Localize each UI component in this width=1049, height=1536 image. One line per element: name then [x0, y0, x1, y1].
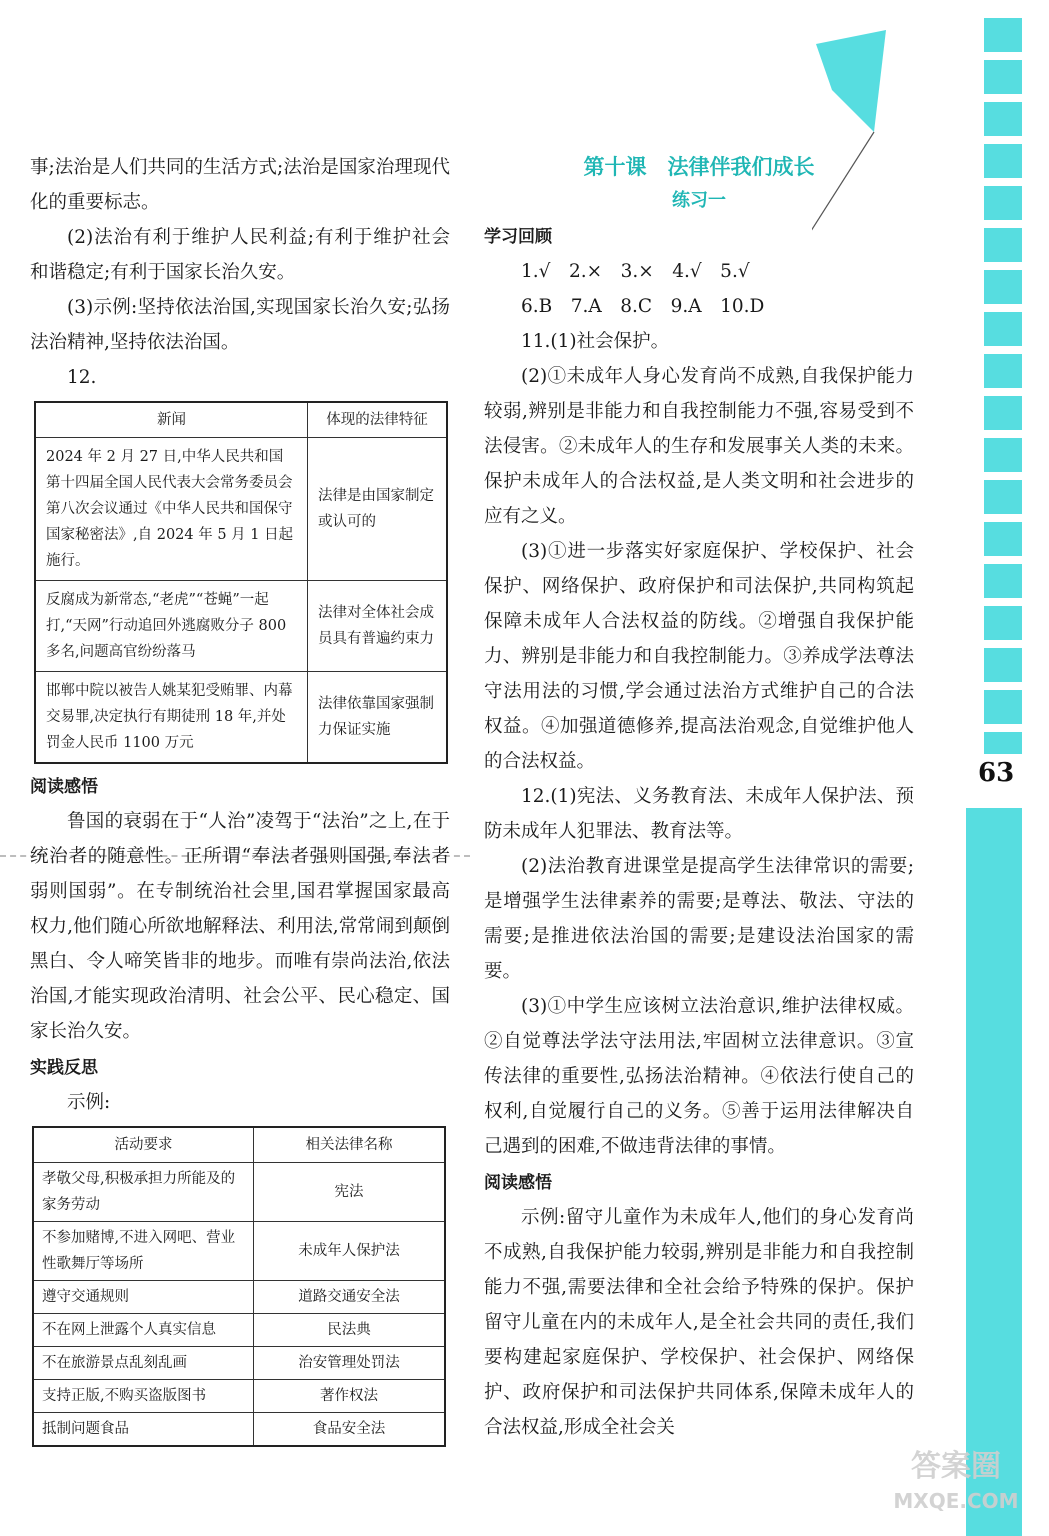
kite-body: [816, 30, 886, 132]
table-cell: 抵制问题食品: [33, 1413, 254, 1447]
paragraph: (2)法治教育进课堂是提高学生法律常识的需要;是增强学生法律素养的需要;是尊法、敬法、守法的需要;是推进依法治国的需要;是建设法治国家的需要。: [484, 856, 914, 982]
table-header-row: [35, 402, 447, 438]
example-label: 示例:: [67, 1092, 111, 1113]
table-cell: 支持正版,不购买盗版图书: [33, 1380, 254, 1413]
paragraph: 11.(1)社会保护。: [521, 331, 670, 352]
table-header: 活动要求: [33, 1127, 254, 1163]
paragraph: 示例:留守儿童作为未成年人,他们的身心发育尚不成熟,自我保护能力较弱,辨别是非能力和自我控制能力不强,需要法律和全社会给予特殊的保护。保护留守儿童在内的未成年人,是全社会共同的责任,我们要构建起家庭保护、学校保护、社会保护、网络保护、政府保护和司法保护共同体系,保障未成年人的合法权益,形成全社会关: [484, 1207, 914, 1438]
table-cell: 民法典: [254, 1314, 446, 1347]
table-cell: 遵守交通规则: [33, 1281, 254, 1314]
paragraph: (3)①进一步落实好家庭保护、学校保护、社会保护、网络保护、政府保护和司法保护,共同构筑起保障未成年人合法权益的防线。②增强自我保护能力、辨别是非能力和自我控制能力。③养成学法尊法守法用法的习惯,学会通过法治方式维护自己的合法权益。④加强道德修养,提高法治观念,自觉维护他人的合法权益。: [484, 541, 914, 772]
table-cell: 宪法: [254, 1163, 446, 1222]
watermark: [876, 1450, 1036, 1518]
paragraph: 12.(1)宪法、义务教育法、未成年人保护法、预防未成年人犯罪法、教育法等。: [484, 786, 914, 842]
table-row: [33, 1380, 445, 1413]
section-heading: 阅读感悟: [30, 777, 98, 797]
table-header: 相关法律名称: [254, 1127, 446, 1163]
section-heading: 实践反思: [30, 1058, 98, 1078]
decorative-stripe-bottom: [966, 808, 1022, 1536]
paragraph: (2)法治有利于维护人民利益;有利于维护社会和谐稳定;有利于国家长治久安。: [30, 227, 450, 283]
table-row: [35, 438, 447, 581]
practice-title: 练习一: [672, 190, 726, 211]
table-cell: 邯郸中院以被告人姚某犯受贿罪、内幕交易罪,决定执行有期徒刑 18 年,并处罚金人民币 1100 万元: [35, 672, 308, 764]
table-row: [33, 1281, 445, 1314]
table-row: [33, 1314, 445, 1347]
activity-law-table: [32, 1126, 446, 1447]
table-cell: 不在旅游景点乱刻乱画: [33, 1347, 254, 1380]
table-cell: 著作权法: [254, 1380, 446, 1413]
table-cell: 食品安全法: [254, 1413, 446, 1447]
right-column: [484, 150, 914, 1445]
paragraph: (2)①未成年人身心发育尚不成熟,自我保护能力较弱,辨别是非能力和自我控制能力不强,容易受到不法侵害。②未成年人的生存和发展事关人类的未来。保护未成年人的合法权益,是人类文明和社会进步的应有之义。: [484, 366, 914, 527]
law-features-table: [34, 401, 448, 764]
table-cell: 孝敬父母,积极承担力所能及的家务劳动: [33, 1163, 254, 1222]
section-heading: 学习回顾: [484, 227, 552, 247]
table-row: [33, 1222, 445, 1281]
table-cell: 不参加赌博,不进入网吧、营业性歌舞厅等场所: [33, 1222, 254, 1281]
table-row: [33, 1413, 445, 1447]
paragraph: (3)示例:坚持依法治国,实现国家长治久安;弘扬法治精神,坚持依法治国。: [30, 297, 450, 353]
paragraph: (3)①中学生应该树立法治意识,维护法律权威。②自觉尊法学法守法用法,牢固树立法律意识。③宣传法律的重要性,弘扬法治精神。④依法行使自己的权利,自觉履行自己的义务。⑤善于运用法律解决自己遇到的困难,不做违背法律的事情。: [484, 996, 914, 1157]
table-row: [35, 581, 447, 672]
section-heading: 阅读感悟: [484, 1173, 552, 1193]
decorative-stripe-top: [984, 18, 1022, 754]
paragraph: 事;法治是人们共同的生活方式;法治是国家治理现代化的重要标志。: [30, 157, 450, 213]
left-column: [30, 150, 450, 1447]
table-header-row: [33, 1127, 445, 1163]
table-cell: 治安管理处罚法: [254, 1347, 446, 1380]
table-header: 体现的法律特征: [308, 402, 448, 438]
page-number: 63: [978, 758, 1015, 788]
answer-line: 6.B 7.A 8.C 9.A 10.D: [521, 296, 765, 317]
watermark-logo: 答案圈: [911, 1449, 1001, 1484]
lesson-title: 第十课 法律伴我们成长: [583, 154, 815, 179]
table-cell: 法律对全体社会成员具有普遍约束力: [308, 581, 448, 672]
table-cell: 不在网上泄露个人真实信息: [33, 1314, 254, 1347]
answer-line: 1.√ 2.× 3.× 4.√ 5.√: [521, 261, 750, 282]
watermark-url: MXQE.COM: [893, 1489, 1019, 1513]
table-cell: 道路交通安全法: [254, 1281, 446, 1314]
table-cell: 未成年人保护法: [254, 1222, 446, 1281]
table-cell: 反腐成为新常态,“老虎”“苍蝇”一起打,“天网”行动追回外逃腐败分子 800 多名,问题高官纷纷落马: [35, 581, 308, 672]
table-row: [33, 1347, 445, 1380]
table-header: 新闻: [35, 402, 308, 438]
table-cell: 2024 年 2 月 27 日,中华人民共和国第十四届全国人民代表大会常务委员会第八次会议通过《中华人民共和国保守国家秘密法》,自 2024 年 5 月 1 日起施行。: [35, 438, 308, 581]
table-row: [35, 672, 447, 764]
question-number: 12.: [67, 367, 97, 388]
table-row: [33, 1163, 445, 1222]
table-cell: 法律依靠国家强制力保证实施: [308, 672, 448, 764]
table-cell: 法律是由国家制定或认可的: [308, 438, 448, 581]
paragraph: 鲁国的衰弱在于“人治”凌驾于“法治”之上,在于统治者的随意性。正所谓“奉法者强则国强,奉法者弱则国弱”。在专制统治社会里,国君掌握国家最高权力,他们随心所欲地解释法、利用法,常常闹到颠倒黑白、令人啼笑皆非的地步。而唯有崇尚法治,依法治国,才能实现政治清明、社会公平、民心稳定、国家长治久安。: [30, 811, 450, 1042]
